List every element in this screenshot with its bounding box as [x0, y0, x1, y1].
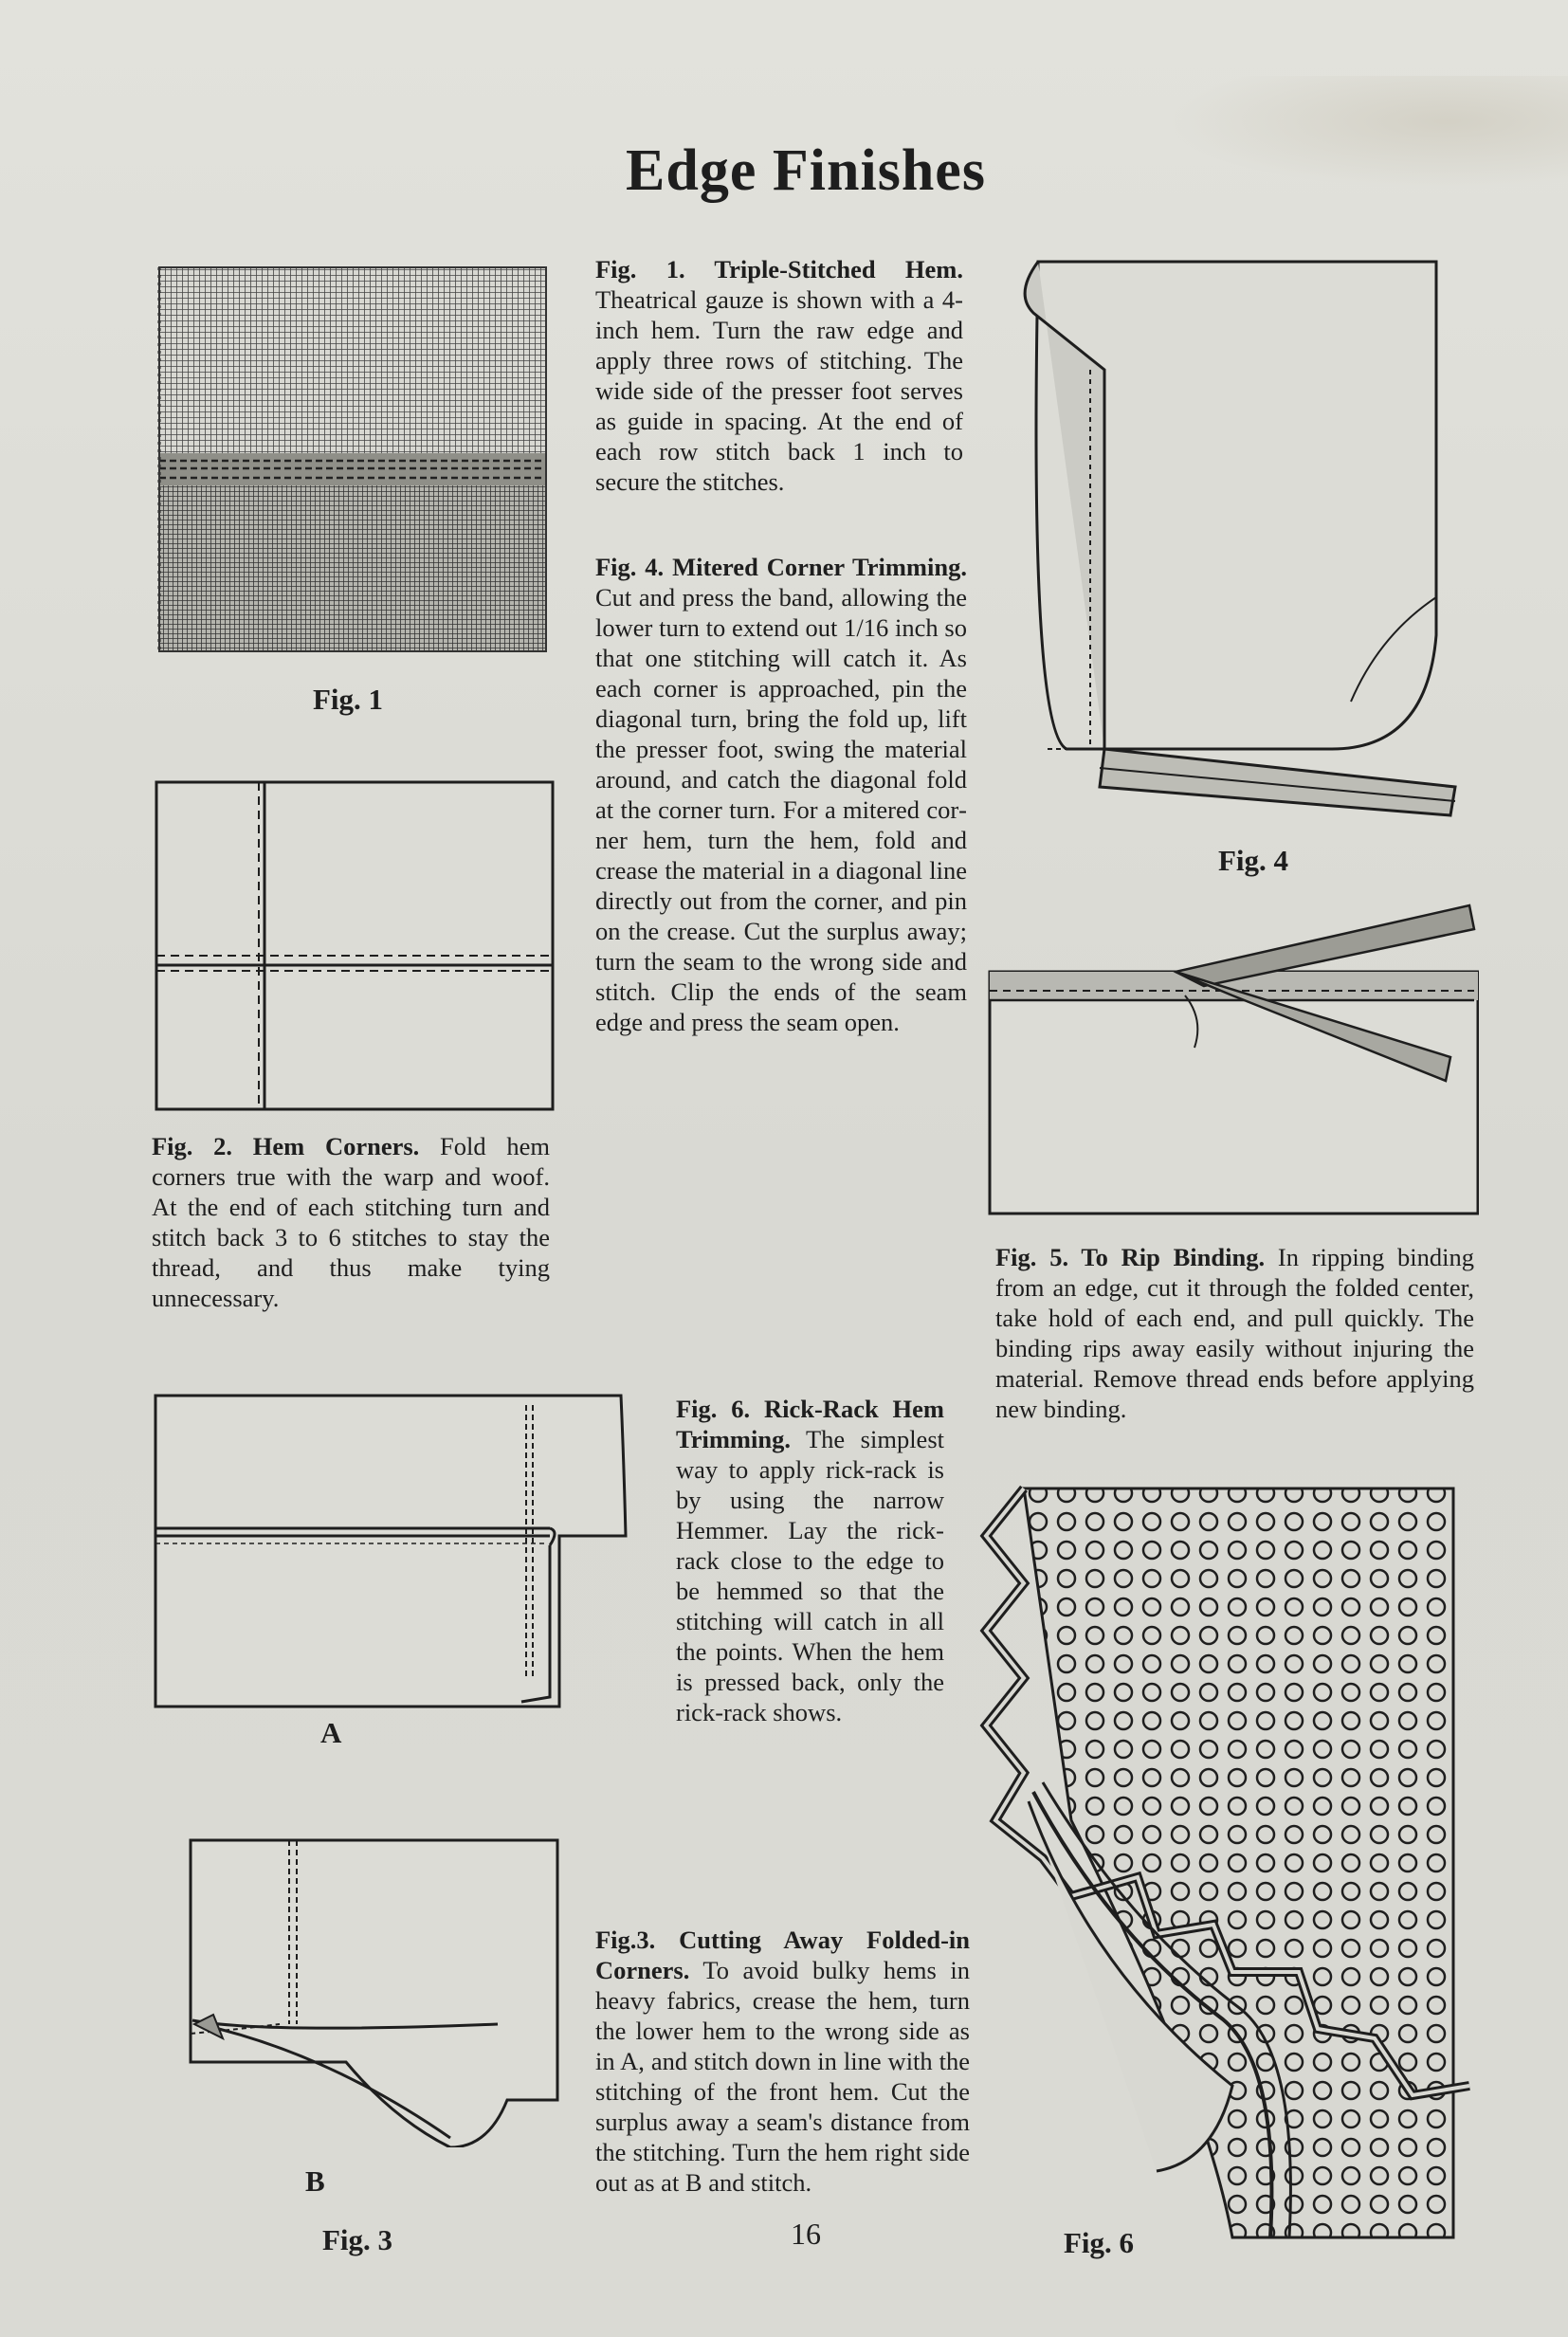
- fig6-description: [676, 1394, 944, 1727]
- page-title: Edge Finishes: [626, 138, 986, 203]
- fig6-description-lead: Fig. 6. Rick-Rack Hem Trimming.: [676, 1395, 944, 1453]
- fig2-description: [152, 1131, 550, 1313]
- fig1-description-body: Theatrical gauze is shown with a 4-inch hem. Turn the raw edge and apply three rows of stitching. The wide side of the presser foot serves as guide in spacing. At the end of each row stitch back 1 inch to secure the stitches.: [595, 285, 963, 496]
- fig5-description-body: In ripping binding from an edge, cut it through the folded center, take hold of each end, and pull quickly. The binding rips away easily without injuring the material. Remove thread ends before applying new binding.: [995, 1243, 1474, 1423]
- fig3-description-body: To avoid bulky hems in heavy fabrics, crease the hem, turn the lower hem to the wrong side as in A, and stitch down in line with the stitching of the front hem. Cut the surplus away a seam's distance from the stitching. Turn the hem right side out as at B and stitch.: [595, 1956, 970, 2197]
- fig3-label-b: B: [305, 2164, 325, 2198]
- fig4-description-body: Cut and press the band, allowing the lower turn to extend out 1/16 inch so that one stitching will catch it. As each corner is approached, pin the diagonal turn, bring the fold up, lift the presser foot, swing the material around, and catch the diagonal fold at the corner turn. For a mitered corner hem, turn the hem, fold and crease the material in a diagonal line directly out from the corner, and pin on the crease. Cut the surplus away; turn the seam to the wrong side and stitch. Clip the ends of the seam edge and press the seam open.: [595, 583, 967, 1036]
- fig2-illustration: [154, 779, 556, 1113]
- fig4-description: [595, 552, 967, 1037]
- fig2-description-lead: Fig. 2. Hem Corners.: [152, 1132, 420, 1160]
- fig3b-illustration: [185, 1835, 564, 2147]
- fig4-caption: Fig. 4: [1218, 844, 1289, 877]
- fig4-illustration: [1010, 256, 1465, 834]
- fig6-caption: Fig. 6: [1064, 2226, 1135, 2259]
- fig3-description-lead: Fig.3. Cutting Away Folded-in Corners.: [595, 1926, 970, 1984]
- fig6-description-body: The simplest way to apply rick-rack is by using the narrow Hemmer. Lay the rick-rack close to the edge to be hemmed so that the stitching will catch in all the points. When the hem is pressed back, only the rick-rack shows.: [676, 1425, 944, 1726]
- fig3-label-a: A: [320, 1716, 342, 1749]
- fig2-description-body: Fold hem corners true with the warp and woof. At the end of each stitching turn and stitch back 3 to 6 stitches to stay the thread, and thus make tying unnecessary.: [152, 1132, 550, 1312]
- fig1-illustration: [154, 264, 552, 657]
- fig4-description-lead: Fig. 4. Mitered Corner Trimming.: [595, 553, 967, 581]
- fig1-description-lead: Fig. 1. Triple-Stitched Hem.: [595, 255, 963, 283]
- fig3a-illustration: [152, 1394, 635, 1716]
- fig3-caption: Fig. 3: [322, 2223, 393, 2256]
- fig1-caption: Fig. 1: [313, 683, 384, 716]
- fig1-description: [595, 254, 963, 497]
- fig5-description: [995, 1242, 1474, 1424]
- fig5-description-lead: Fig. 5. To Rip Binding.: [995, 1243, 1266, 1271]
- page-number: 16: [791, 2217, 821, 2251]
- fig5-illustration: [986, 896, 1479, 1218]
- fig3-description: [595, 1925, 970, 2198]
- fig6-illustration: [967, 1479, 1484, 2256]
